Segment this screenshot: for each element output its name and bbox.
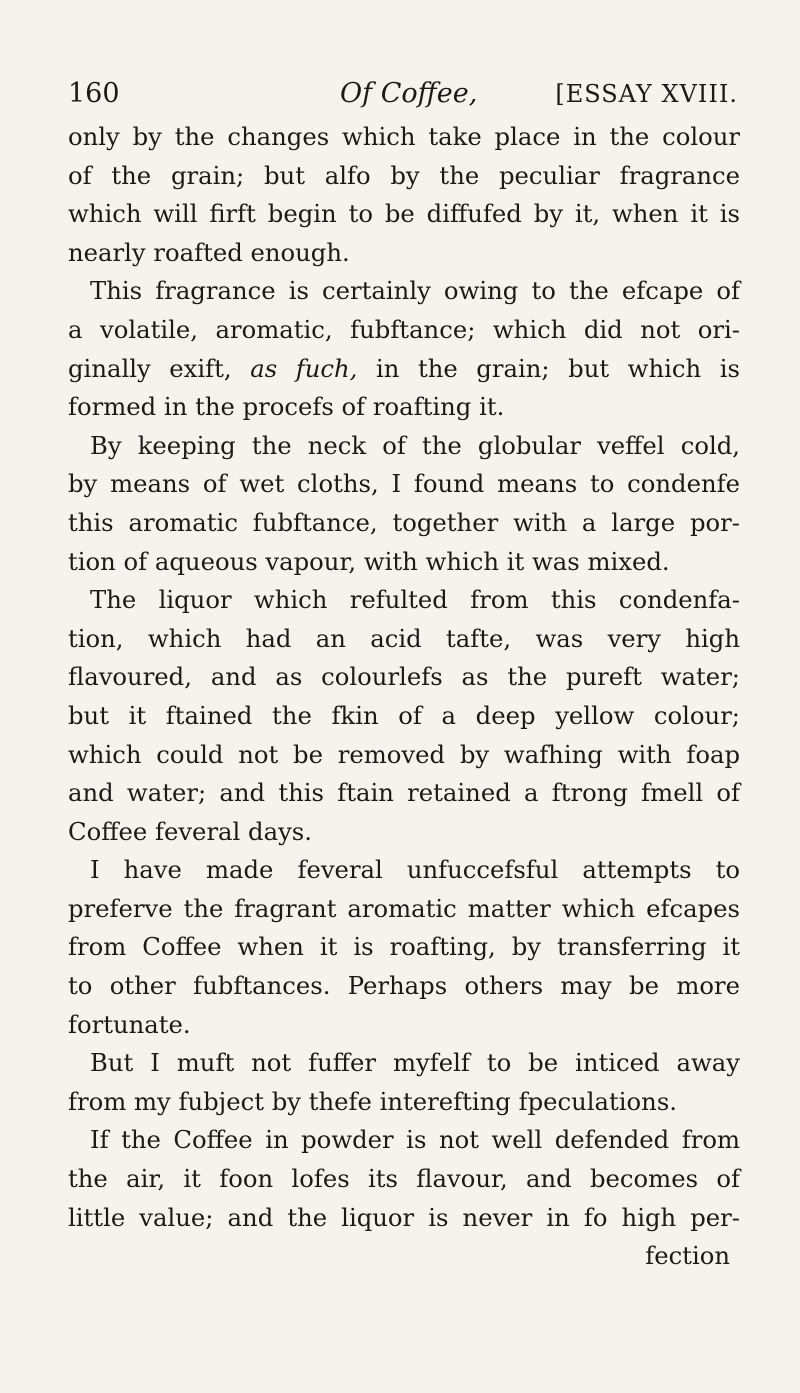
- text-line: formed in the procefs of roafting it.: [68, 392, 505, 422]
- text-line: from my fubject by thefe interefting fpeculations.: [68, 1086, 678, 1116]
- text-line: from Coffee when it is roafting, by transferring it: [68, 932, 740, 962]
- text-line-part: in the grain; but which is: [357, 353, 740, 383]
- text-line: little value; and the liquor is never in fo high per-: [68, 1202, 740, 1232]
- text-line: the air, it foon lofes its flavour, and becomes of: [68, 1164, 740, 1194]
- text-line: tion of aqueous vapour, with which it was mixed.: [68, 546, 670, 576]
- text-line: preferve the fragrant aromatic matter which efcapes: [68, 893, 740, 923]
- text-line: If the Coffee in powder is not well defended from: [90, 1125, 740, 1155]
- text-line: a volatile, aromatic, fubftance; which did not ori-: [68, 314, 740, 344]
- text-line: By keeping the neck of the globular veffel cold,: [90, 430, 740, 460]
- page-body: [68, 118, 740, 1276]
- text-line: which will firft begin to be diffufed by it, when it is: [68, 199, 740, 229]
- text-line: which could not be removed by wafhing with foap: [68, 739, 740, 769]
- text-line: tion, which had an acid tafte, was very high: [68, 623, 740, 653]
- text-line: This fragrance is certainly owing to the efcape of: [90, 276, 740, 306]
- text-line: to other fubftances. Perhaps others may be more: [68, 971, 740, 1001]
- text-line: [68, 350, 740, 389]
- text-line: of the grain; but alfo by the peculiar fragrance: [68, 160, 740, 190]
- text-line: but it ftained the fkin of a deep yellow colour;: [68, 700, 740, 730]
- text-line: only by the changes which take place in the colour: [68, 122, 740, 151]
- running-header: [68, 74, 738, 114]
- italic-phrase: as fuch,: [250, 353, 358, 383]
- text-line: nearly roafted enough.: [68, 237, 350, 267]
- text-line: flavoured, and as colourlefs as the pureft water;: [68, 662, 740, 692]
- text-line: The liquor which refulted from this condenfa-: [90, 585, 740, 615]
- text-line: But I muft not fuffer myfelf to be inticed away: [90, 1048, 740, 1078]
- text-line: this aromatic fubftance, together with a large por-: [68, 507, 740, 537]
- page-number: 160: [68, 78, 120, 109]
- text-line: by means of wet cloths, I found means to condenfe: [68, 469, 740, 499]
- text-line: Coffee feveral days.: [68, 816, 312, 846]
- text-line: fortunate.: [68, 1009, 191, 1039]
- text-line: and water; and this ftain retained a ftrong fmell of: [68, 778, 740, 808]
- text-line-part: ginally exift,: [68, 353, 251, 383]
- text-line: I have made feveral unfuccefsful attempts to: [90, 855, 740, 885]
- catchword: fection: [645, 1241, 730, 1271]
- essay-label: [ESSAY XVIII.: [555, 80, 738, 108]
- running-title: Of Coffee,: [340, 78, 478, 109]
